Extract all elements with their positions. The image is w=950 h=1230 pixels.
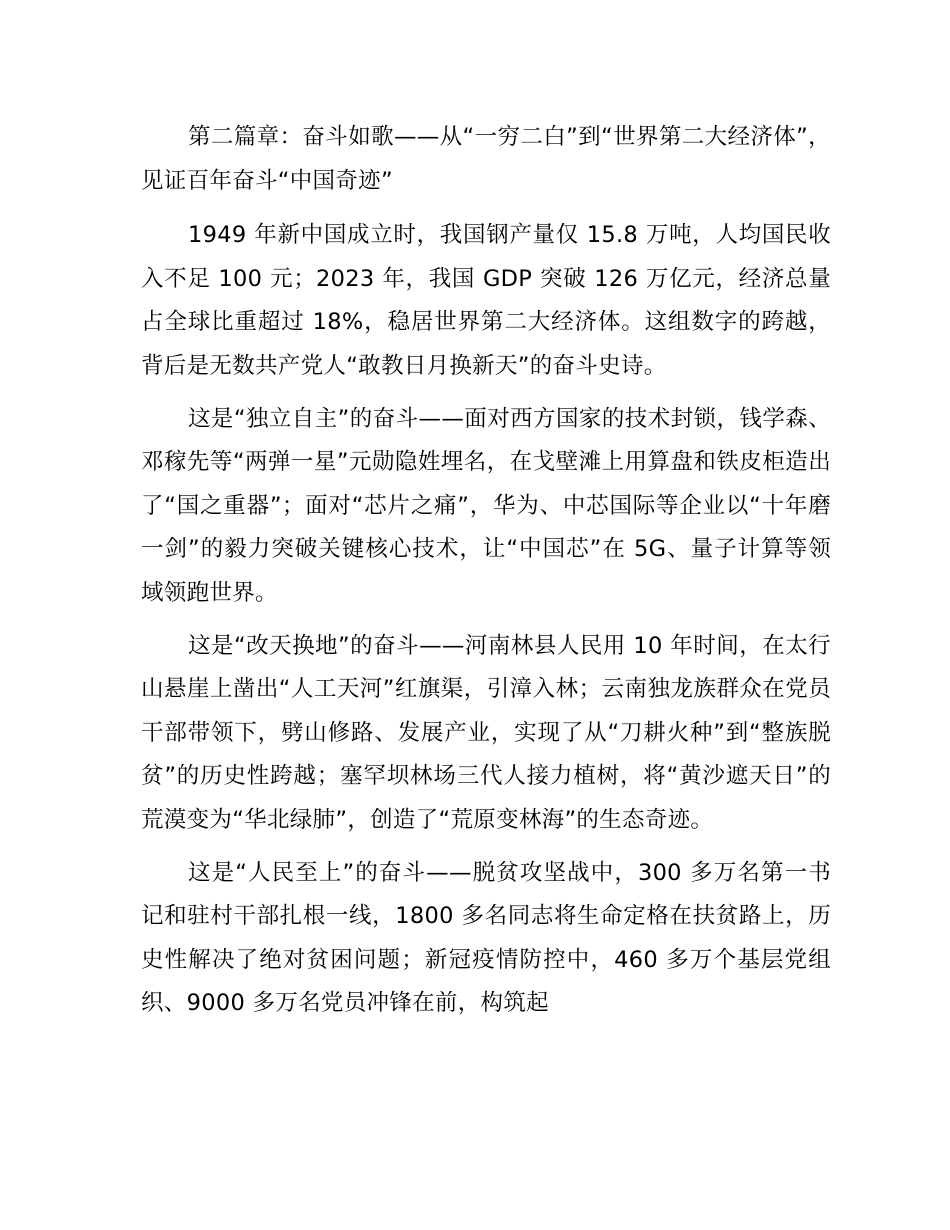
paragraph-gdp-growth: 1949 年新中国成立时，我国钢产量仅 15.8 万吨，人均国民收入不足 100 元；2023 年，我国 GDP 突破 126 万亿元，经济总量占全球比重超过 18%，稳居世界第二大经济体。这组数字的跨越，背后是无数共产党人“敢教日月换新天”的奋斗史诗。: [141, 222, 831, 379]
chapter-heading: 第二篇章：奋斗如歌——从“一穷二白”到“世界第二大经济体”，见证百年奋斗“中国奇迹”: [141, 124, 831, 194]
paragraph-independence: 这是“独立自主”的奋斗——面对西方国家的技术封锁，钱学森、邓稼先等“两弹一星”元勋隐姓埋名，在戈壁滩上用算盘和铁皮柜造出了“国之重器”；面对“芯片之痛”，华为、中芯国际等企业以“十年磨一剑”的毅力突破关键核心技术，让“中国芯”在 5G、量子计算等领域领跑世界。: [141, 405, 831, 606]
paragraph-transformation: 这是“改天换地”的奋斗——河南林县人民用 10 年时间，在太行山悬崖上凿出“人工天河”红旗渠，引漳入林；云南独龙族群众在党员干部带领下，劈山修路、发展产业，实现了从“刀耕火种”到“整族脱贫”的历史性跨越；塞罕坝林场三代人接力植树，将“黄沙遮天日”的荒漠变为“华北绿肺”，创造了“荒原变林海”的生态奇迹。: [141, 632, 831, 833]
paragraph-people-first: 这是“人民至上”的奋斗——脱贫攻坚战中，300 多万名第一书记和驻村干部扎根一线，1800 多名同志将生命定格在扶贫路上，历史性解决了绝对贫困问题；新冠疫情防控中，460 多万个基层党组织、9000 多万名党员冲锋在前，构筑起: [141, 859, 831, 1017]
document-body: [141, 116, 831, 1035]
